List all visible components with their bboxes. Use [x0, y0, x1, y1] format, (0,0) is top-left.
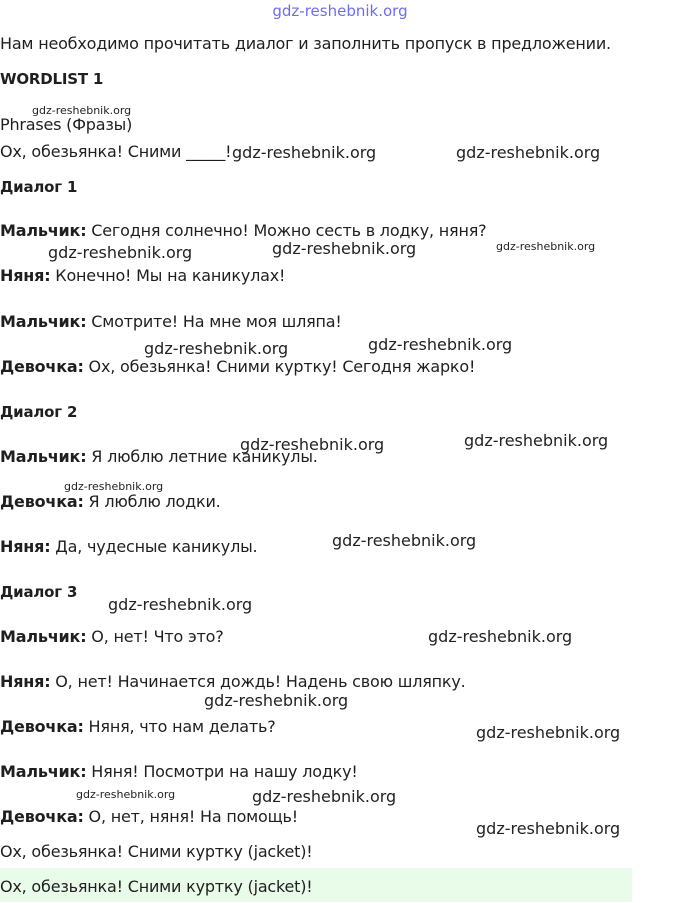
dialog-1-title: Диалог 1	[0, 178, 78, 196]
watermark: gdz-reshebnik.org	[496, 240, 596, 253]
answer-sentence: Ох, обезьянка! Сними куртку (jacket)!	[0, 877, 313, 896]
watermark: gdz-reshebnik.org	[252, 787, 397, 806]
speaker-label: Мальчик:	[0, 627, 87, 646]
watermark: gdz-reshebnik.org	[232, 143, 377, 162]
line-text: Смотрите! На мне моя шляпа!	[86, 312, 342, 331]
watermark: gdz-reshebnik.org	[144, 339, 289, 358]
watermark: gdz-reshebnik.org	[272, 239, 417, 258]
line-text: Няня! Посмотри на нашу лодку!	[86, 762, 358, 781]
speaker-label: Няня:	[0, 266, 51, 285]
line-text: Да, чудесные каникулы.	[50, 537, 258, 556]
dialog-line	[0, 537, 257, 557]
speaker-label: Девочка:	[0, 807, 84, 826]
dialog-line	[0, 221, 486, 241]
watermark: gdz-reshebnik.org	[456, 143, 601, 162]
watermark: gdz-reshebnik.org	[32, 104, 132, 117]
watermark: gdz-reshebnik.org	[240, 435, 385, 454]
dialog-2-title: Диалог 2	[0, 403, 78, 421]
line-text: Я люблю лодки.	[83, 492, 221, 511]
speaker-label: Няня:	[0, 537, 51, 556]
dialog-line	[0, 672, 466, 692]
dialog-line	[0, 762, 358, 782]
line-text: О, нет! Что это?	[86, 627, 224, 646]
line-text: Няня, что нам делать?	[83, 717, 276, 736]
speaker-label: Девочка:	[0, 357, 84, 376]
dialog-line	[0, 627, 224, 647]
speaker-label: Девочка:	[0, 717, 84, 736]
line-text: О, нет, няня! На помощь!	[83, 807, 298, 826]
gap-phrase: Ох, обезьянка! Сними _____!	[0, 142, 232, 161]
speaker-label: Мальчик:	[0, 762, 87, 781]
dialog-line	[0, 717, 276, 737]
dialog-line	[0, 312, 342, 332]
site-header[interactable]: gdz-reshebnik.org	[272, 2, 408, 20]
dialog-3-title: Диалог 3	[0, 583, 78, 601]
watermark: gdz-reshebnik.org	[476, 723, 621, 742]
watermark: gdz-reshebnik.org	[368, 335, 513, 354]
watermark: gdz-reshebnik.org	[332, 531, 477, 550]
line-text: Сегодня солнечно! Можно сесть в лодку, няня?	[86, 221, 487, 240]
speaker-label: Девочка:	[0, 492, 84, 511]
result-sentence: Ох, обезьянка! Сними куртку (jacket)!	[0, 842, 313, 861]
line-text: Ох, обезьянка! Сними куртку! Сегодня жарко!	[83, 357, 476, 376]
dialog-line	[0, 807, 298, 827]
speaker-label: Мальчик:	[0, 447, 87, 466]
speaker-label: Мальчик:	[0, 312, 87, 331]
watermark: gdz-reshebnik.org	[204, 691, 349, 710]
task-intro: Нам необходимо прочитать диалог и заполнить пропуск в предложении.	[0, 34, 611, 53]
line-text: О, нет! Начинается дождь! Надень свою шляпку.	[50, 672, 466, 691]
wordlist-title: WORDLIST 1	[0, 70, 104, 88]
watermark: gdz-reshebnik.org	[64, 480, 164, 493]
speaker-label: Няня:	[0, 672, 51, 691]
watermark: gdz-reshebnik.org	[108, 595, 253, 614]
watermark: gdz-reshebnik.org	[476, 819, 621, 838]
watermark: gdz-reshebnik.org	[428, 627, 573, 646]
line-text: Я люблю летние каникулы.	[86, 447, 318, 466]
phrases-label: Phrases (Фразы)	[0, 115, 133, 134]
watermark: gdz-reshebnik.org	[464, 431, 609, 450]
dialog-line	[0, 357, 475, 377]
line-text: Конечно! Мы на каникулах!	[50, 266, 286, 285]
speaker-label: Мальчик:	[0, 221, 87, 240]
watermark: gdz-reshebnik.org	[48, 243, 193, 262]
dialog-line	[0, 492, 221, 512]
watermark: gdz-reshebnik.org	[76, 788, 176, 801]
dialog-line	[0, 266, 285, 286]
